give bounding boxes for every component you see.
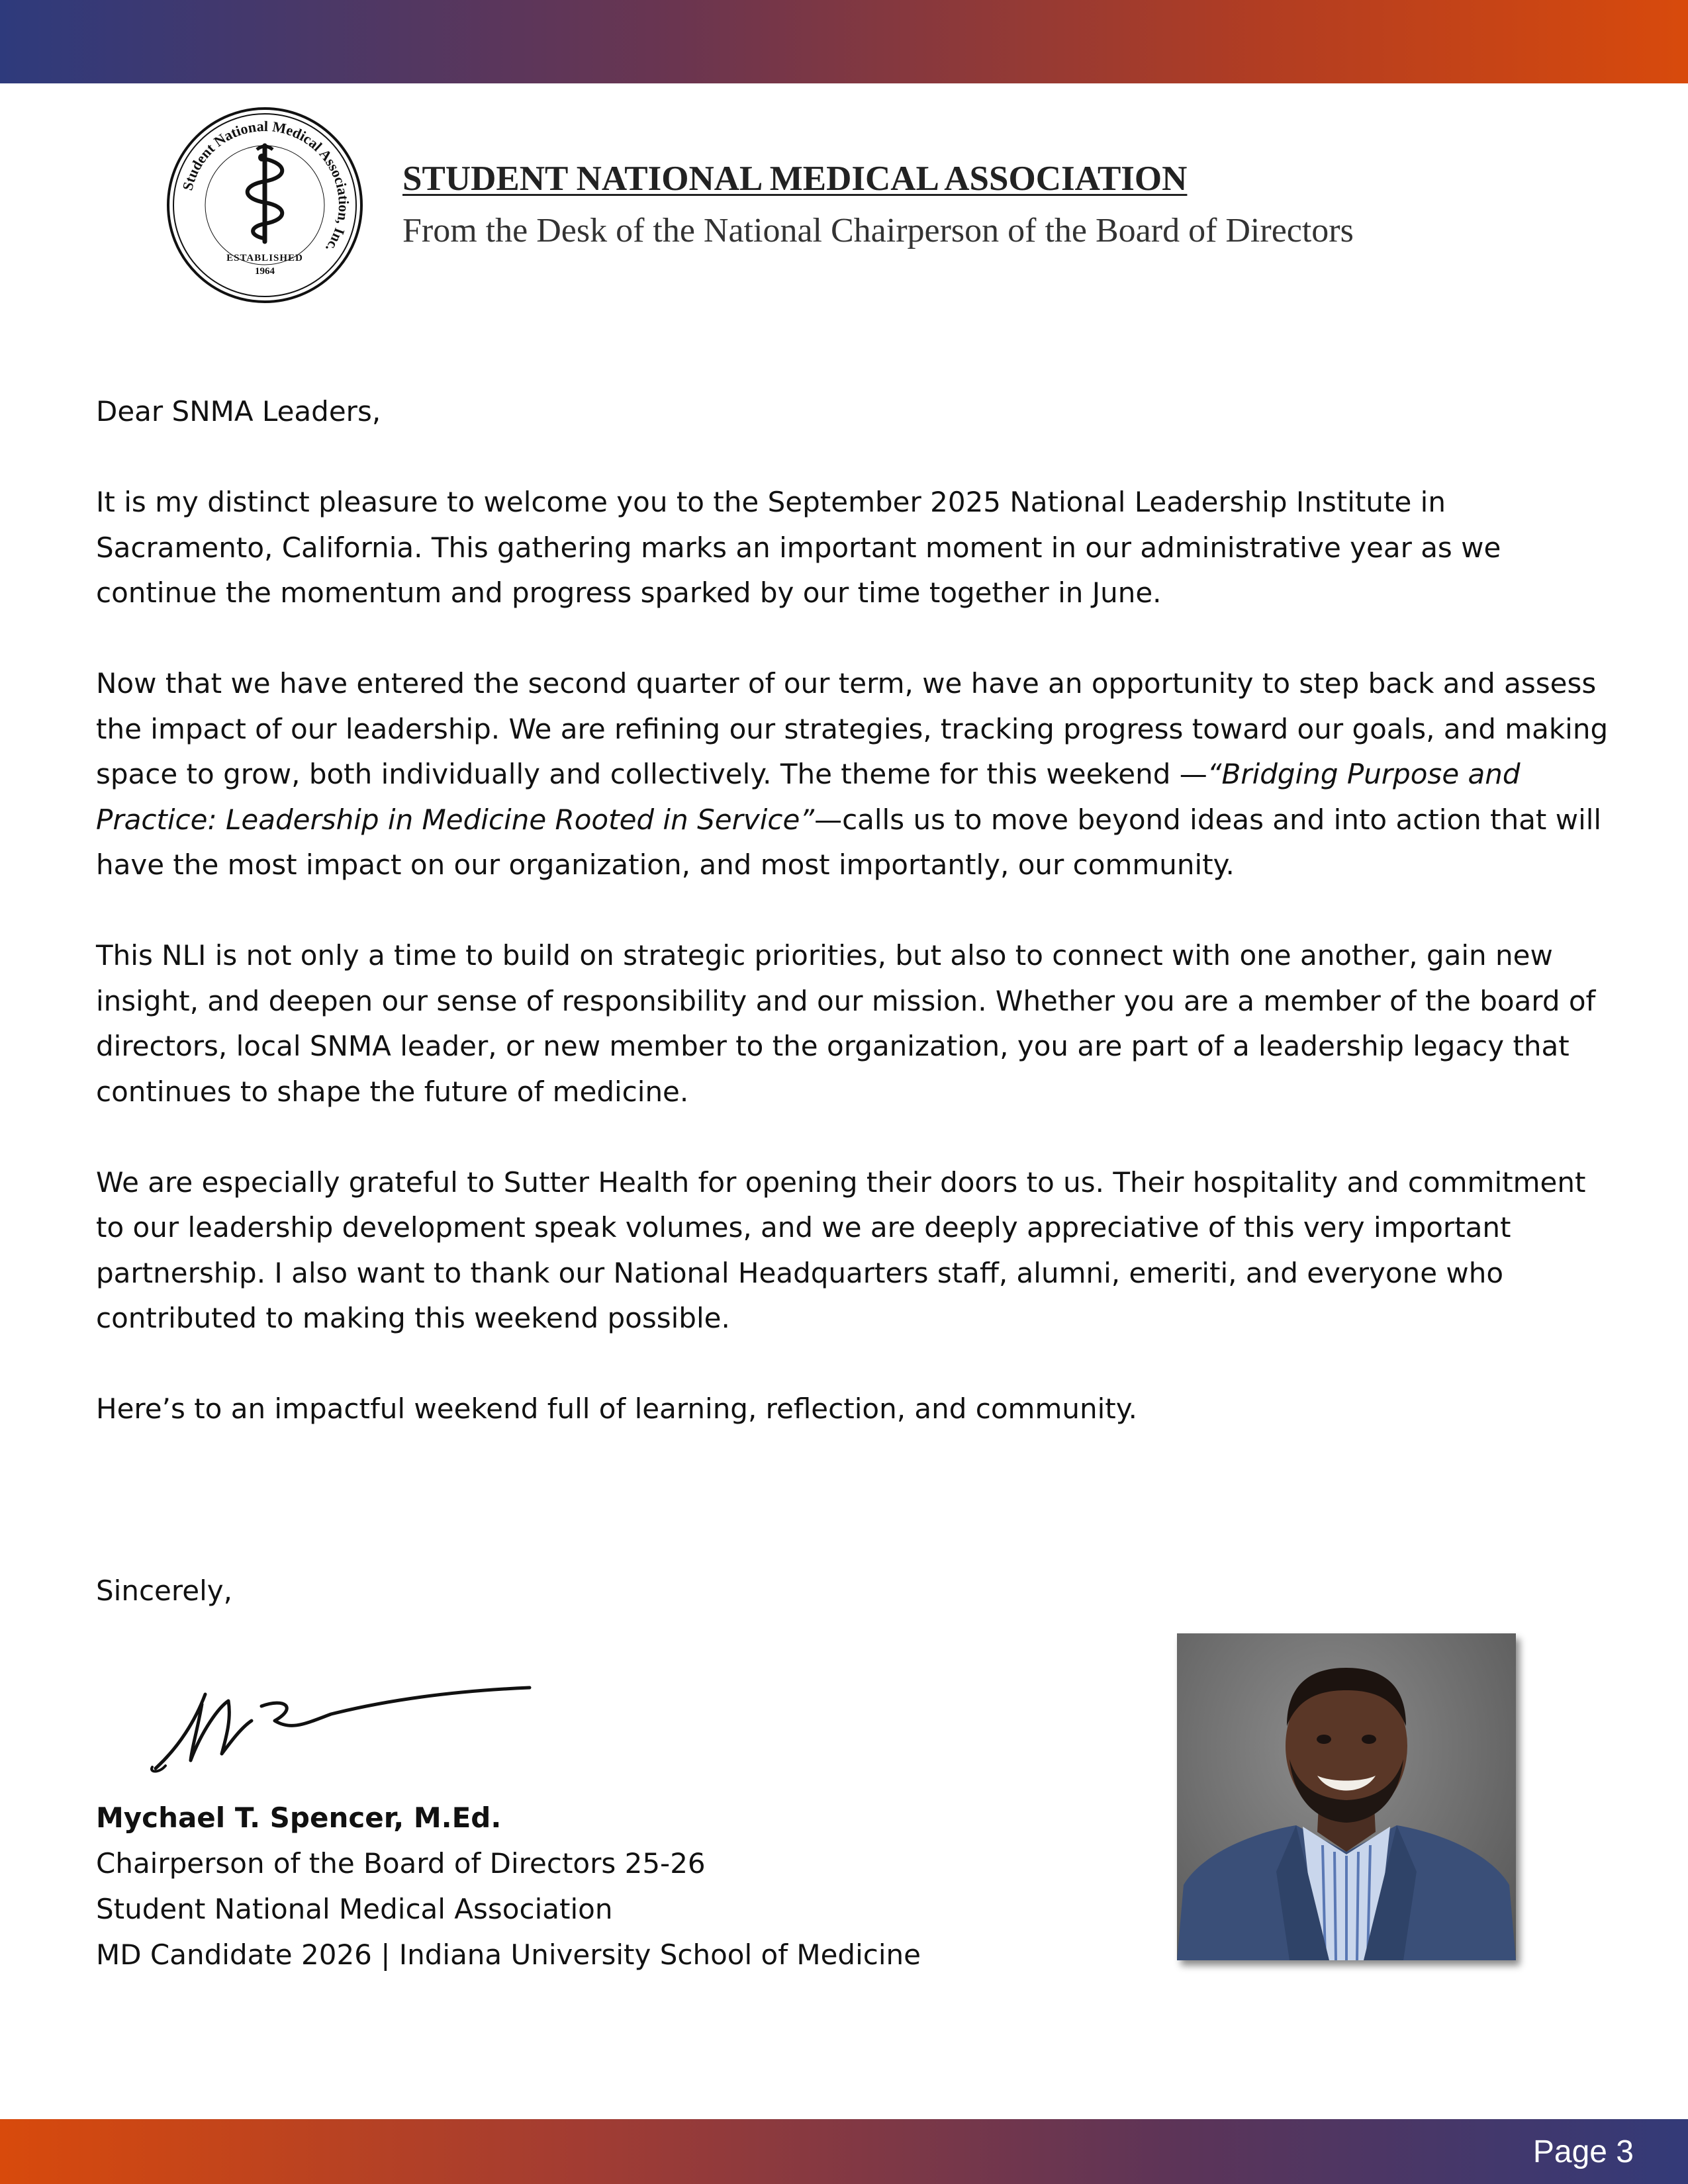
seal-ring-text: Student National Medical Association, Inc. — [179, 117, 353, 256]
weekend-theme: “Bridging Purpose and Practice: Leadership in Medicine Rooted in Service” — [96, 758, 1521, 836]
letter-paragraph-2 — [96, 661, 1618, 888]
seal-year: 1964 — [255, 266, 275, 277]
paragraph-2-start: Now that we have entered the second quarter of our term, we have an opportunity to step back and assess the impact of our leadership. We are refining our strategies, tracking progress toward our goals, and making space to grow, both individually and collectively. The theme for this weekend — — [96, 667, 1609, 790]
chairperson-portrait-photo — [1177, 1633, 1516, 1960]
letter-paragraph-3: This NLI is not only a time to build on strategic priorities, but also to connect with one another, gain new insight, and deepen our sense of responsibility and our mission. Whether you are a member of the board of directors, local SNMA leader, or new member to the organization, you are part of a leadership legacy that continues to shape the future of medicine. — [96, 939, 1596, 1108]
signature-icon — [132, 1668, 543, 1780]
letter-paragraph-1: It is my distinct pleasure to welcome you to the September 2025 National Leadership Institute in Sacramento, California. This gathering marks an important moment in our administrative year as we continue the momentum and progress sparked by our time together in June. — [96, 486, 1501, 609]
signature-block — [96, 1795, 1089, 1978]
letter-body — [96, 389, 1618, 1477]
letter-paragraph-5: Here’s to an impactful weekend full of learning, reflection, and community. — [96, 1392, 1137, 1425]
letter-greeting: Dear SNMA Leaders, — [96, 395, 381, 428]
signatory-name: Mychael T. Spencer, M.Ed. — [96, 1801, 502, 1834]
organization-subtitle: From the Desk of the National Chairperson of the Board of Directors — [402, 212, 1354, 250]
footer-gradient-bar — [0, 2119, 1688, 2184]
signatory-education: MD Candidate 2026 | Indiana University School of Medicine — [96, 1938, 921, 1971]
letter-paragraph-4: We are especially grateful to Sutter Health for opening their doors to us. Their hospitality and commitment to our leadership development speak volumes, and we are deeply appreciative of this very important partnership. I also want to thank our National Headquarters staff, alumni, emeriti, and everyone who contributed to making this weekend possible. — [96, 1165, 1586, 1334]
seal-established-label: ESTABLISHED — [226, 253, 303, 263]
portrait-figure-icon — [1177, 1633, 1516, 1960]
organization-title: STUDENT NATIONAL MEDICAL ASSOCIATION — [402, 159, 1188, 198]
handwritten-signature — [132, 1668, 543, 1780]
page-number: Page 3 — [1532, 2134, 1634, 2169]
letter-closing: Sincerely, — [96, 1574, 232, 1607]
signatory-organization: Student National Medical Association — [96, 1893, 613, 1925]
header-gradient-bar — [0, 0, 1688, 83]
signatory-role: Chairperson of the Board of Directors 25-26 — [96, 1847, 706, 1880]
association-seal — [165, 106, 364, 304]
paragraph-2-end: —calls us to move beyond ideas and into action that will have the most impact on our organization, and most importantly, our community. — [96, 803, 1602, 881]
